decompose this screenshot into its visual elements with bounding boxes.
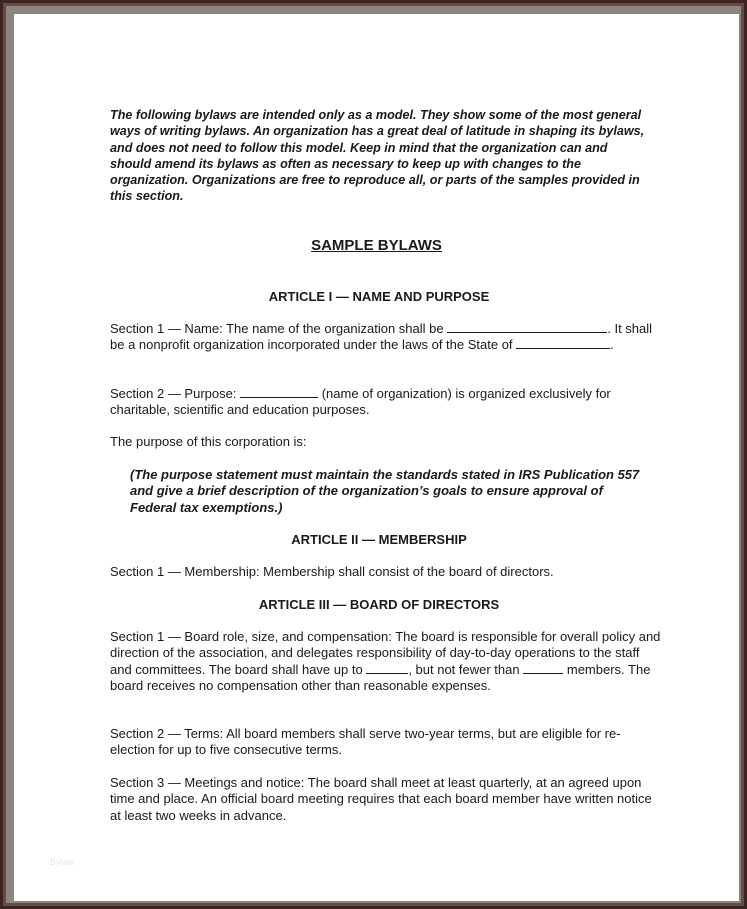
document-page: [14, 14, 739, 901]
purpose-name-blank: [240, 386, 318, 398]
section-1-name-end: .: [610, 337, 614, 353]
organization-name-blank: [447, 321, 607, 333]
section-1-name-text-a: Section 1 — Name: The name of the organization shall be: [110, 321, 444, 336]
watermark: Bylaw: [50, 857, 75, 867]
article-2-heading: ARTICLE II — MEMBERSHIP: [291, 532, 467, 547]
frame-mat: [6, 6, 741, 903]
article-3-section-3: Section 3 — Meetings and notice: The board shall meet at least quarterly, at an agreed upon time and place. An official board meeting requires that each board member have written notice at least two weeks in advance.: [110, 775, 652, 823]
article-1-heading: ARTICLE I — NAME AND PURPOSE: [268, 289, 490, 304]
article-1-section-1: [110, 321, 662, 354]
board-role-text-a: Section 1 — Board role, size, and compensation: The board is responsible for overall policy and direction of the association, and delegates responsibility of day-to-day operations to the staff and committees. The board shall have up to: [110, 629, 661, 677]
board-role-text-c: members. The board receives no compensation other than reasonable expenses.: [110, 661, 651, 693]
board-role-text-b: , but not fewer than: [408, 661, 520, 677]
state-blank: [516, 337, 610, 349]
section-2-purpose-text-a: Section 2 — Purpose:: [110, 386, 237, 401]
article-2-section-1: Section 1 — Membership: Membership shall consist of the board of directors.: [110, 564, 554, 579]
article-1-section-2: [110, 386, 662, 419]
purpose-note: (The purpose statement must maintain the standards stated in IRS Publication 557 and give a brief description of the organization’s goals to ensure approval of Federal tax exemptions.): [130, 467, 640, 515]
purpose-line: The purpose of this corporation is:: [110, 434, 307, 449]
document-title: SAMPLE BYLAWS: [311, 237, 442, 254]
board-max-blank: [366, 662, 408, 674]
article-3-heading: ARTICLE III — BOARD OF DIRECTORS: [258, 597, 500, 612]
board-min-blank: [523, 662, 563, 674]
article-3-section-2: Section 2 — Terms: All board members shall serve two-year terms, but are eligible for re-election for up to five consecutive terms.: [110, 726, 621, 758]
article-3-section-1: [110, 629, 662, 694]
section-1-name-text-b: . It shall be a nonprofit organization incorporated under the laws of the State of: [110, 321, 653, 353]
intro-paragraph: The following bylaws are intended only as a model. They show some of the most general ways of writing bylaws. An organization has a great deal of latitude in shaping its bylaws, and does not need to follow this model. Keep in mind that the organization can and should amend its bylaws as often as necessary to keep up with changes to the organization. Organizations are free to reproduce all, or parts of the samples provided in this section.: [110, 108, 645, 204]
section-2-purpose-text-b: (name of organization) is organized exclusively for charitable, scientific and education purposes.: [110, 386, 611, 418]
